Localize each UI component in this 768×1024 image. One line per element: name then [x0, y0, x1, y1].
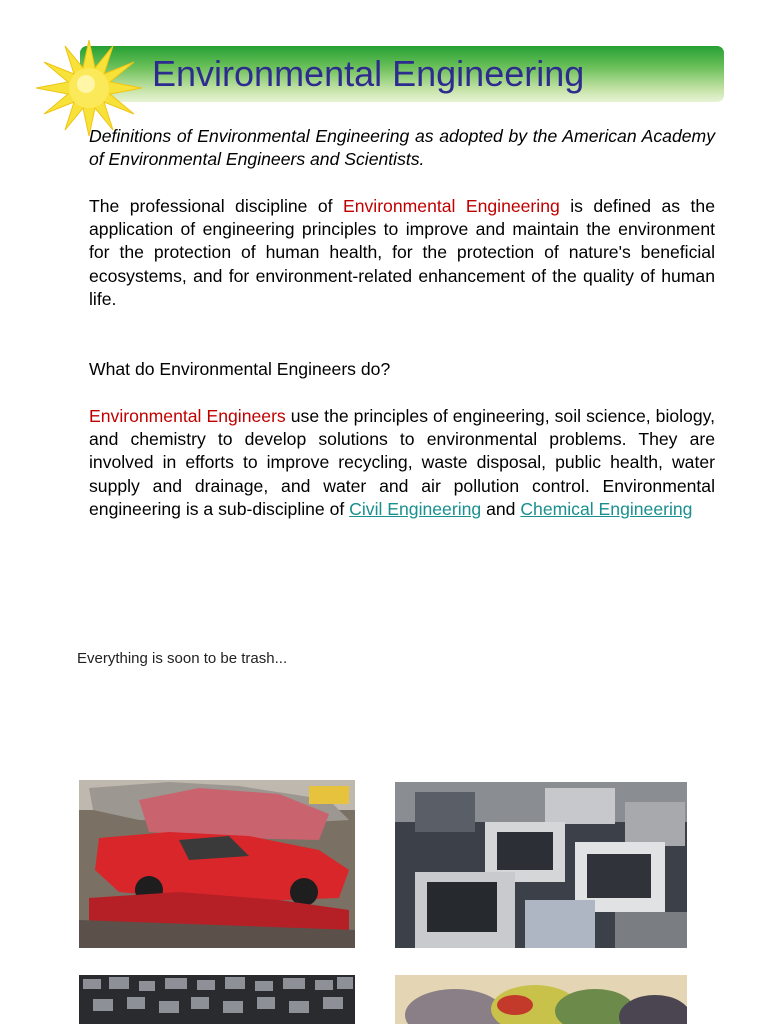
definition-rest: is defined as the application of engineering principles to improve and maintain the environment for the protection of human health, for the protection of nature's beneficial ecosystems, and for environment-related enhancement of the quality of human life.	[89, 196, 715, 309]
page-title: Environmental Engineering	[152, 53, 585, 94]
answer-joiner: and	[481, 498, 521, 519]
trash-caption: Everything is soon to be trash...	[77, 650, 288, 667]
civil-engineering-link[interactable]: Civil Engineering	[349, 498, 482, 519]
definition-highlight: Environmental Engineering	[342, 196, 560, 216]
discarded-computers-photo	[395, 782, 687, 948]
sun-star-icon	[34, 38, 144, 138]
definition-paragraph	[89, 195, 715, 311]
chemical-engineering-link[interactable]: Chemical Engineering	[520, 498, 693, 519]
phone-pile-photo	[79, 975, 355, 1024]
crushed-cars-photo	[79, 780, 355, 948]
answer-text: use the principles of engineering, soil science, biology, and chemistry to develop solutions to environmental problems. They are involved in efforts to improve recycling, waste disposal, public health, water supply and drainage, and water and air pollution control. Environmental engineering is a sub-discipline of	[89, 406, 715, 519]
answer-highlight: Environmental Engineers	[89, 406, 286, 426]
intro-paragraph: Definitions of Environmental Engineering as adopted by the American Academy of Environmental Engineers and Scientists.	[89, 126, 715, 170]
definition-lead: The professional discipline of	[89, 196, 343, 216]
trash-bags-photo	[395, 975, 687, 1024]
question-heading: What do Environmental Engineers do?	[89, 359, 391, 379]
answer-paragraph	[89, 405, 715, 521]
